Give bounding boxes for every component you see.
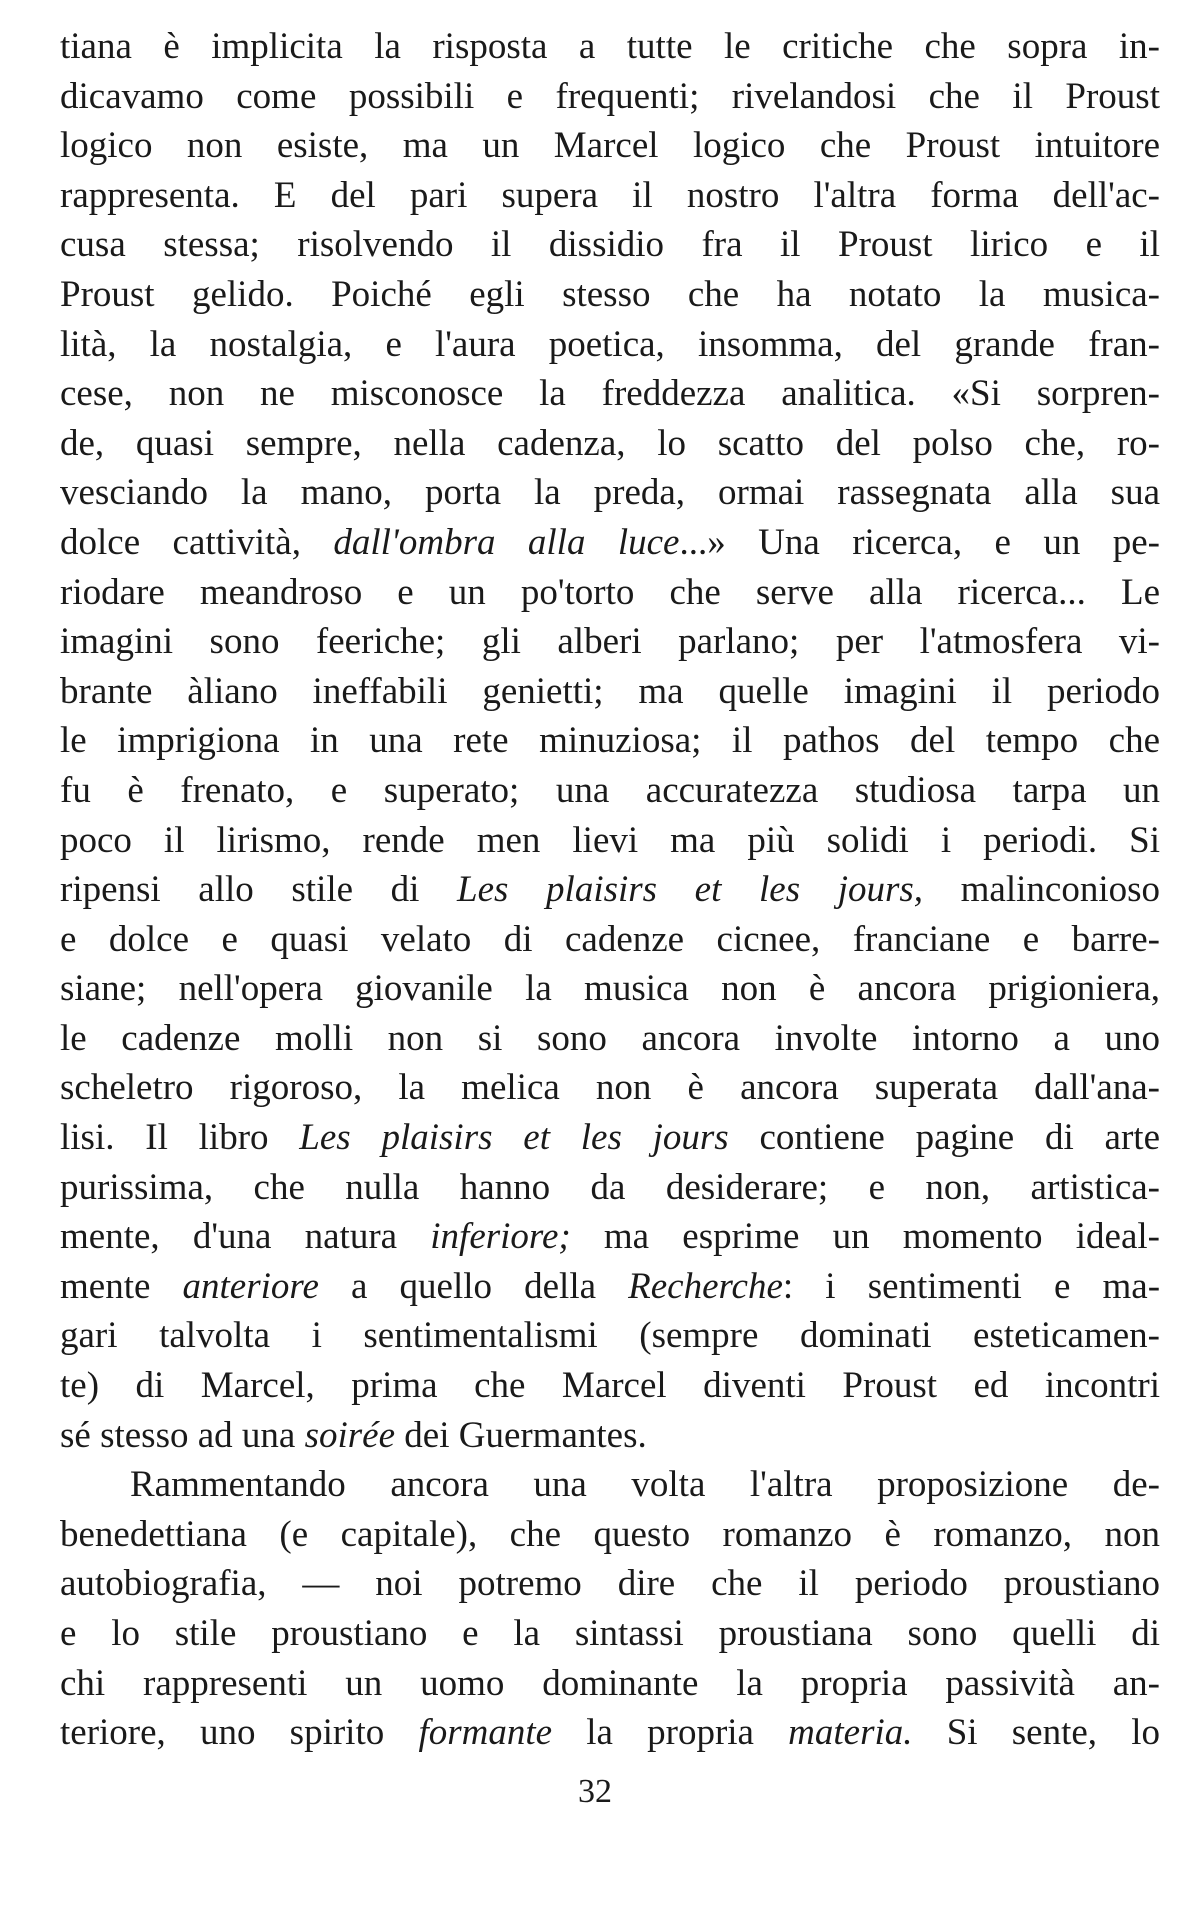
text-line [60,518,1160,568]
text-run: autobiografia, — noi potremo dire che il periodo proustiano [60,1563,1160,1605]
text-line [60,667,1160,717]
text-line [60,320,1160,370]
text-run: ...» Una ricerca, e un pe- [679,521,1160,563]
text-line [60,1361,1160,1411]
text-line [60,1460,1160,1510]
text-line [60,964,1160,1014]
text-run: ma esprime un momento ideal- [570,1216,1160,1258]
text-line [60,816,1160,866]
text-line [60,1262,1160,1312]
text-run: dicavamo come possibili e frequenti; rivelandosi che il Proust [60,75,1160,117]
text-line [60,72,1160,122]
text-run: Proust gelido. Poiché egli stesso che ha notato la musica- [60,273,1160,315]
text-line [60,1659,1160,1709]
text-run: te) di Marcel, prima che Marcel diventi Proust ed incontri [60,1365,1160,1407]
text-run: lità, la nostalgia, e l'aura poetica, insomma, del grande fran- [60,323,1160,365]
body-text [60,22,1160,1758]
text-run: riodare meandroso e un po'torto che serve alla ricerca... Le [60,571,1160,613]
text-run: poco il lirismo, rende men lievi ma più solidi i periodi. Si [60,819,1160,861]
text-run: fu è frenato, e superato; una accuratezza studiosa tarpa un [60,769,1160,811]
text-line [60,766,1160,816]
text-run: ripensi allo stile di [60,869,458,911]
text-run: gari talvolta i sentimentalismi (sempre dominati esteticamen- [60,1315,1160,1357]
text-run: : i sentimenti e ma- [782,1265,1161,1307]
text-line [60,568,1160,618]
text-line [60,220,1160,270]
text-line [60,171,1160,221]
text-run: Rammentando ancora una volta l'altra proposizione de- [130,1464,1160,1506]
text-run: malinconioso [923,869,1160,911]
italic-run: materia. [788,1712,913,1754]
text-run: contiene pagine di arte [728,1117,1160,1159]
text-line [60,22,1160,72]
text-run: imagini sono feeriche; gli alberi parlano; per l'atmosfera vi- [60,621,1160,663]
text-line [60,1559,1160,1609]
text-run: e dolce e quasi velato di cadenze cicnee, franciane e barre- [60,918,1160,960]
text-run: benedettiana (e capitale), che questo romanzo è romanzo, non [60,1513,1160,1555]
text-run: le imprigiona in una rete minuziosa; il pathos del tempo che [60,720,1160,762]
text-line [60,915,1160,965]
text-run: mente, d'una natura [60,1216,431,1258]
text-run: de, quasi sempre, nella cadenza, lo scatto del polso che, ro- [60,422,1160,464]
text-line [60,1609,1160,1659]
text-run: mente [60,1265,183,1307]
text-line [60,865,1160,915]
text-run: e lo stile proustiano e la sintassi proustiana sono quelli di [60,1613,1160,1654]
italic-run: soirée [304,1414,396,1456]
text-line [60,1212,1160,1262]
text-line [60,1510,1160,1560]
text-run: brante àliano ineffabili genietti; ma quelle imagini il periodo [60,670,1160,712]
text-line [60,1113,1160,1163]
text-run: logico non esiste, ma un Marcel logico che Proust intuitore [60,125,1160,167]
text-line [60,1014,1160,1064]
text-run: vesciando la mano, porta la preda, ormai rassegnata alla sua [60,472,1160,514]
text-run: dei Guermantes. [395,1414,647,1456]
italic-run: dall'ombra alla luce [333,521,680,563]
text-line [60,1063,1160,1113]
italic-run: Recherche [628,1265,783,1307]
text-run: dolce cattività, [60,521,334,563]
text-run: teriore, uno spirito [60,1712,419,1754]
text-line [60,1311,1160,1361]
text-line [60,1411,1160,1461]
text-line [60,617,1160,667]
italic-run: anteriore [182,1265,319,1307]
text-run: purissima, che nulla hanno da desiderare; e non, artistica- [60,1166,1160,1208]
text-run: chi rappresenti un uomo dominante la propria passività an- [60,1662,1160,1704]
text-run: tiana è implicita la risposta a tutte le critiche che sopra in- [60,26,1160,67]
text-run: cese, non ne misconosce la freddezza analitica. «Si sorpren- [60,373,1160,415]
text-line [60,419,1160,469]
italic-run: Les plaisirs et les jours [299,1117,729,1159]
text-run: cusa stessa; risolvendo il dissidio fra il Proust lirico e il [60,224,1160,266]
text-run: siane; nell'opera giovanile la musica non è ancora prigioniera, [60,968,1160,1010]
italic-run: Les plaisirs et les jours, [457,869,924,911]
page-number: 32 [578,1773,612,1810]
text-run: Si sente, lo [912,1712,1161,1754]
text-run: rappresenta. E del pari supera il nostro l'altra forma dell'ac- [60,174,1160,216]
text-run: scheletro rigoroso, la melica non è ancora superata dall'ana- [60,1067,1160,1109]
text-line [60,468,1160,518]
text-run: sé stesso ad una [60,1414,305,1456]
text-run: lisi. Il libro [60,1117,300,1159]
text-line [60,716,1160,766]
italic-run: formante [418,1712,553,1754]
text-run: la propria [552,1712,789,1754]
text-line [60,369,1160,419]
text-line [60,270,1160,320]
text-line [60,1708,1160,1758]
italic-run: inferiore; [430,1216,571,1258]
text-line [60,121,1160,171]
text-line [60,1163,1160,1213]
text-run: le cadenze molli non si sono ancora involte intorno a uno [60,1017,1160,1059]
text-run: a quello della [318,1265,629,1307]
